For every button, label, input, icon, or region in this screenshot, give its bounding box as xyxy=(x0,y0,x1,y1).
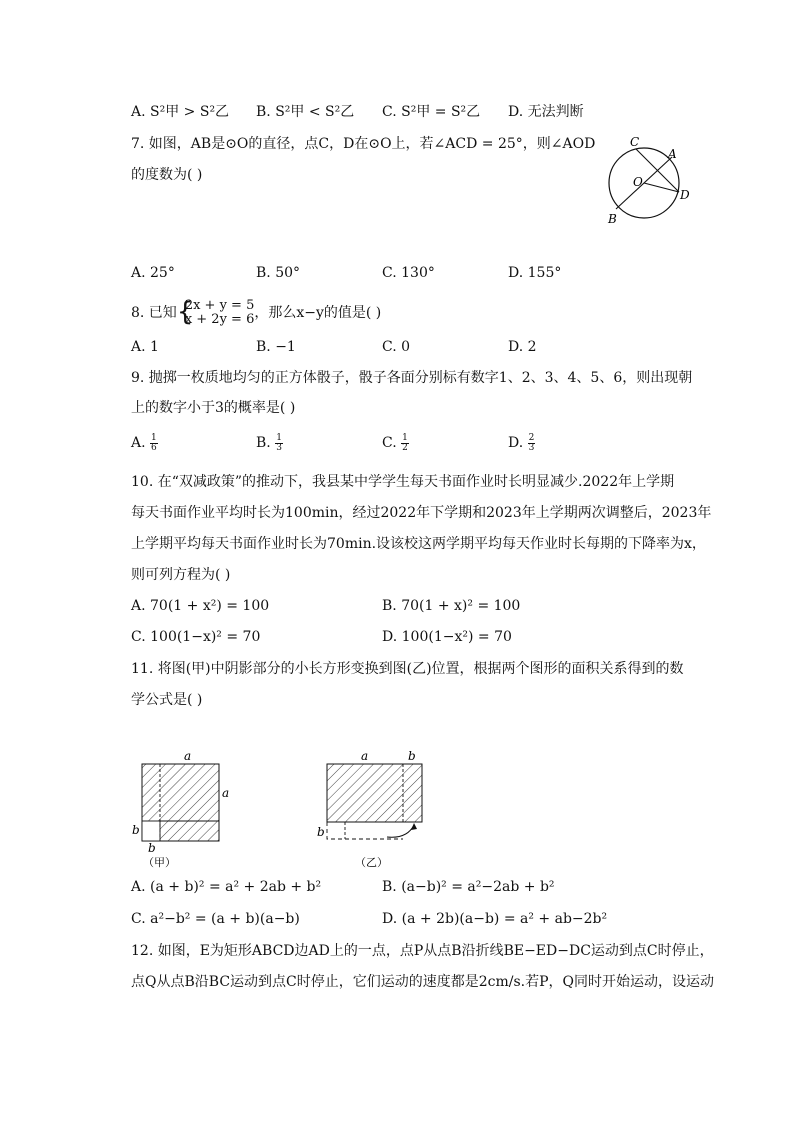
svg-text:b: b xyxy=(148,841,156,855)
q10-option-c: C. 100(1−x)² = 70 xyxy=(131,629,261,645)
q7-option-c: C. 130° xyxy=(382,265,435,281)
q8-option-b: B. −1 xyxy=(256,339,296,355)
svg-text:a: a xyxy=(184,749,192,763)
q11-stem-line2: 学公式是( ) xyxy=(131,692,203,708)
q9-option-c: C. $\frac{1}{2}$ xyxy=(382,432,408,453)
svg-text:a: a xyxy=(361,749,369,763)
jia-small-square xyxy=(142,821,160,841)
q12-stem-line2: 点Q从点B沿BC运动到点C时停止，它们运动的速度都是2cm/s.若P，Q同时开始运动，设运动 xyxy=(131,974,715,990)
yi-caption: （乙） xyxy=(355,856,388,869)
q9-stem-line2: 上的数字小于3的概率是( ) xyxy=(131,400,296,416)
q7-circle-figure xyxy=(600,130,700,230)
label-o: O xyxy=(633,175,643,189)
q8-option-c: C. 0 xyxy=(382,339,411,355)
q11-stem-line1: 11. 将图(甲)中阴影部分的小长方形变换到图(乙)位置，根据两个图形的面积关系得到的数 xyxy=(131,661,684,677)
q7-stem-line1: 7. 如图，AB是⊙O的直径，点C，D在⊙O上，若∠ACD = 25°，则∠AOD xyxy=(131,136,596,152)
equation-system: { 2x + y = 5 x + 2y = 6 xyxy=(176,297,255,327)
svg-text:b: b xyxy=(132,823,140,837)
q8-option-d: D. 2 xyxy=(508,339,537,355)
q10-option-b: B. 70(1 + x)² = 100 xyxy=(382,598,521,614)
q9-option-a: A. $\frac{1}{6}$ xyxy=(131,432,157,453)
q9-stem-line1: 9. 抛掷一枚质地均匀的正方体骰子，骰子各面分别标有数字1、2、3、4、5、6，则出现朝 xyxy=(131,370,693,386)
q7-option-b: B. 50° xyxy=(256,265,301,281)
q6-option-b: B. S²甲 < S²乙 xyxy=(256,104,355,120)
q6-option-c: C. S²甲 = S²乙 xyxy=(382,104,481,120)
svg-text:b: b xyxy=(317,825,325,839)
figure-yi xyxy=(317,749,422,869)
label-d: D xyxy=(680,188,690,202)
q9-option-b: B. $\frac{1}{3}$ xyxy=(256,432,282,453)
q7-stem-line2: 的度数为( ) xyxy=(131,167,203,183)
jia-caption: （甲） xyxy=(143,856,176,869)
q6-option-d: D. 无法判断 xyxy=(508,104,584,120)
svg-text:b: b xyxy=(408,749,416,763)
q11-option-a: A. (a + b)² = a² + 2ab + b² xyxy=(131,879,322,895)
figure-jia xyxy=(132,749,229,869)
q11-option-b: B. (a−b)² = a²−2ab + b² xyxy=(382,879,555,895)
q10-option-d: D. 100(1−x²) = 70 xyxy=(382,629,512,645)
q12-stem-line1: 12. 如图，E为矩形ABCD边AD上的一点，点P从点B沿折线BE−ED−DC运动到点C时停止， xyxy=(131,943,714,959)
q8-stem: 8. 已知 { 2x + y = 5 x + 2y = 6 ，那么x−y的值是( ) xyxy=(131,297,382,327)
label-c: C xyxy=(630,135,640,149)
q11-option-c: C. a²−b² = (a + b)(a−b) xyxy=(131,911,300,927)
q10-stem-line3: 上学期平均每天书面作业时长为70min.设该校这两学期平均每天作业时长每期的下降率为x， xyxy=(131,536,706,552)
label-b: B xyxy=(608,212,617,226)
q8-option-a: A. 1 xyxy=(131,339,159,355)
q7-option-a: A. 25° xyxy=(131,265,175,281)
q7-option-d: D. 155° xyxy=(508,265,562,281)
q10-option-a: A. 70(1 + x²) = 100 xyxy=(131,598,270,614)
q6-option-a: A. S²甲 > S²乙 xyxy=(131,104,230,120)
q9-option-d: D. $\frac{2}{3}$ xyxy=(508,432,535,453)
q11-figure xyxy=(125,745,435,875)
q10-stem-line1: 10. 在“双减政策”的推动下，我县某中学学生每天书面作业时长明显减少.2022年上学期 xyxy=(131,474,675,490)
label-a: A xyxy=(668,147,677,161)
q11-option-d: D. (a + 2b)(a−b) = a² + ab−2b² xyxy=(382,911,608,927)
yi-rectangle xyxy=(327,764,422,822)
svg-text:a: a xyxy=(222,786,230,800)
q10-stem-line2: 每天书面作业平均时长为100min，经过2022年下学期和2023年上学期两次调整后，2023年 xyxy=(131,505,712,521)
q10-stem-line4: 则可列方程为( ) xyxy=(131,567,231,583)
